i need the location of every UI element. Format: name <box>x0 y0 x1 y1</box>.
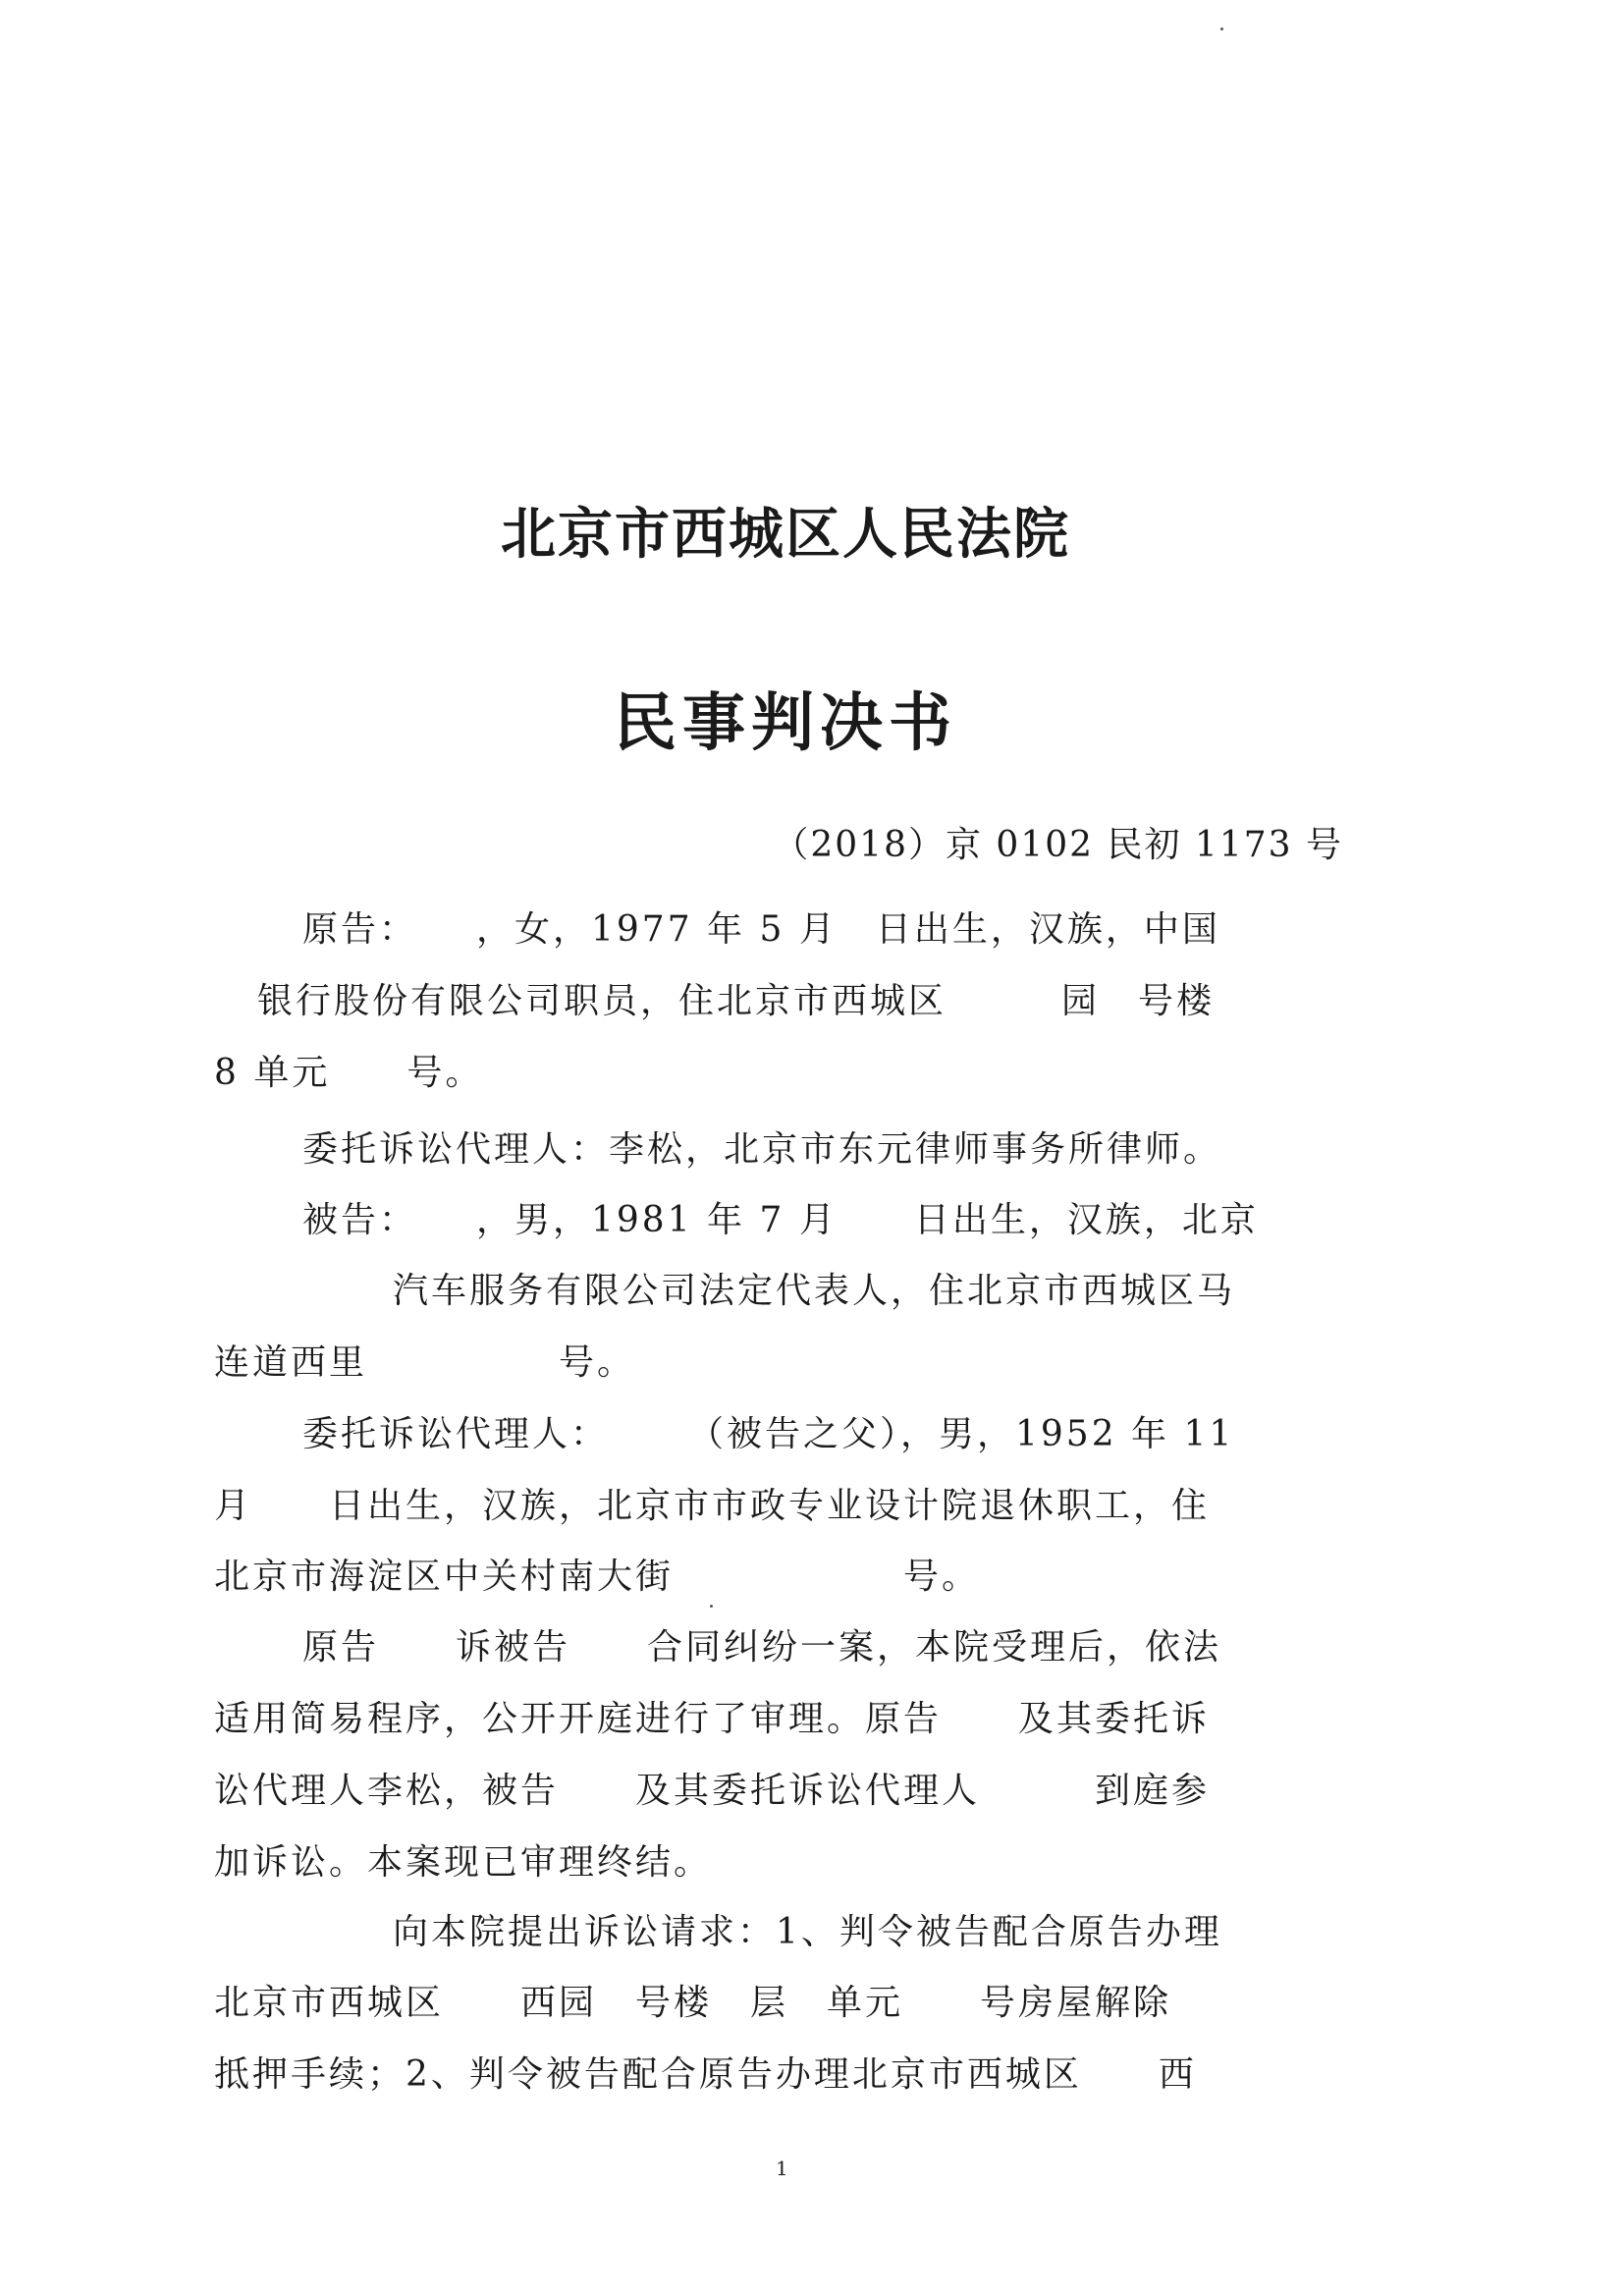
text-line: 讼代理人李松，被告 及其委托诉讼代理人 到庭参 <box>214 1771 1211 1811</box>
text-line: 连道西里 号。 <box>214 1342 636 1383</box>
text-line: 月 日出生，汉族，北京市市政专业设计院退休职工，住 <box>214 1486 1211 1526</box>
court-name: 北京市西城区人民法院 <box>501 502 1070 567</box>
text-line: 北京市西城区 西园 号楼 层 单元 号房屋解除 <box>214 1983 1172 2023</box>
page-number: 1 <box>776 2157 788 2180</box>
text-line: 委托诉讼代理人：李松，北京市东元律师事务所律师。 <box>302 1129 1222 1170</box>
text-line: 原告： ，女，1977 年 5 月 日出生，汉族，中国 <box>302 909 1220 950</box>
text-line: 银行股份有限公司职员，住北京市西城区 园 号楼 <box>257 981 1216 1021</box>
document-title: 民事判决书 <box>614 686 957 760</box>
text-line: 8 单元 号。 <box>214 1053 484 1093</box>
case-number: （2018）京 0102 民初 1173 号 <box>773 825 1343 865</box>
scan-speck <box>710 1605 713 1608</box>
text-line: 加诉讼。本案现已审理终结。 <box>214 1842 713 1883</box>
text-line: 抵押手续；2、判令被告配合原告办理北京市西城区 西 <box>214 2054 1197 2095</box>
text-line: 北京市海淀区中关村南大街 号。 <box>214 1557 981 1597</box>
text-line: 原告 诉被告 合同纠纷一案，本院受理后，依法 <box>302 1627 1222 1667</box>
text-line: 适用简易程序，公开开庭进行了审理。原告 及其委托诉 <box>214 1699 1211 1739</box>
text-line: 向本院提出诉讼请求：1、判令被告配合原告办理 <box>393 1912 1222 1952</box>
text-line: 委托诉讼代理人： （被告之父），男，1952 年 11 <box>302 1414 1235 1454</box>
text-line: 被告： ，男，1981 年 7 月 日出生，汉族，北京 <box>302 1200 1259 1240</box>
text-line: 汽车服务有限公司法定代表人，住北京市西城区马 <box>393 1271 1236 1311</box>
scan-speck <box>1220 27 1223 30</box>
